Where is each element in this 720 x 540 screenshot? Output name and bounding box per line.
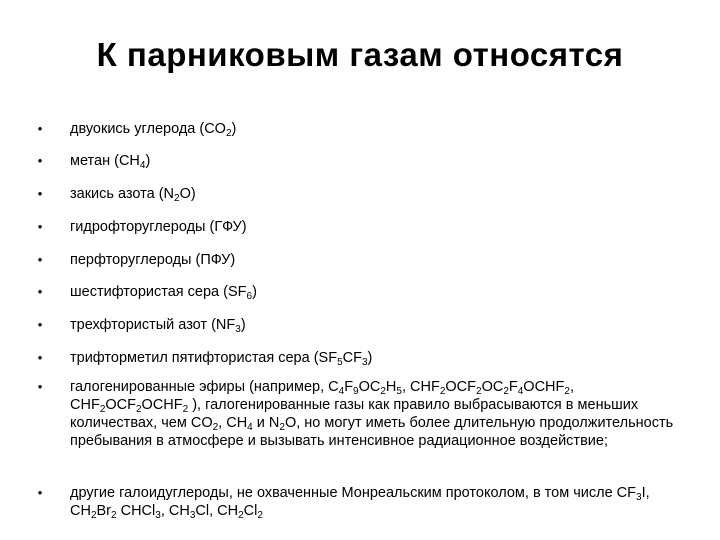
list-item-text — [70, 379, 673, 449]
bullet-icon: • — [37, 485, 43, 500]
text-run: OCHF — [523, 379, 565, 395]
text-run: Cl, CH — [195, 503, 239, 519]
list-item — [34, 152, 684, 170]
text-run: OC — [358, 379, 381, 395]
text-run: F — [344, 379, 354, 395]
text-run: ), галогенированные газы как правило выбрасываются в меньших количествах, чем CO — [70, 397, 639, 431]
list-item-text — [70, 252, 235, 268]
bullet-icon: • — [37, 186, 43, 201]
subscript: 4 — [338, 386, 345, 397]
subscript: 3 — [361, 357, 368, 368]
text-run: I, CH — [70, 485, 650, 519]
subscript: 2 — [279, 422, 285, 433]
list-item — [34, 251, 684, 269]
list-item-text — [70, 219, 247, 235]
subscript: 2 — [503, 386, 509, 397]
text-run: метан (CH — [70, 153, 140, 169]
subscript: 5 — [337, 357, 343, 368]
subscript: 4 — [517, 386, 524, 397]
bullet-icon: • — [37, 284, 43, 299]
list-item-text — [70, 186, 196, 202]
bullet-icon: • — [37, 153, 43, 168]
subscript: 2 — [564, 386, 570, 397]
list-item — [34, 218, 684, 236]
list-item — [34, 283, 684, 301]
text-run: , CH — [160, 503, 190, 519]
text-run: другие галоидуглероды, не охваченные Монреальским протоколом, в том числе CF — [70, 485, 636, 501]
text-run: O, но могут иметь более длительную продолжительность пребывания в атмосфере и вызывать интенсивное радиационное воздействие; — [70, 415, 674, 449]
subscript: 4 — [139, 160, 146, 171]
text-run: трехфтористый азот (NF — [70, 317, 236, 333]
list-item-text — [70, 485, 650, 519]
subscript: 2 — [99, 404, 106, 415]
text-run: и N — [252, 415, 280, 431]
list-item — [34, 120, 684, 138]
subscript: 3 — [235, 324, 241, 335]
text-run: ) — [367, 350, 373, 366]
text-run: , CHF — [70, 379, 574, 413]
text-run: гидрофторуглероды (ГФУ) — [70, 219, 247, 235]
subscript: 6 — [246, 291, 253, 302]
subscript: 2 — [135, 404, 142, 415]
text-run: закись азота (N — [70, 186, 174, 202]
text-run: CHCl — [116, 503, 156, 519]
subscript: 3 — [636, 492, 642, 503]
text-run: OCHF — [141, 397, 183, 413]
text-run: Br — [96, 503, 112, 519]
subscript: 2 — [238, 510, 244, 521]
text-run: перфторуглероды (ПФУ) — [70, 252, 236, 268]
subscript: 2 — [476, 386, 482, 397]
text-run: OCF — [445, 379, 476, 395]
subscript: 2 — [439, 386, 446, 397]
bullet-icon: • — [37, 252, 43, 267]
list-item-text — [70, 121, 236, 137]
subscript: 2 — [90, 510, 97, 521]
subscript: 3 — [155, 510, 161, 521]
text-run: , CH — [218, 415, 248, 431]
list-item — [34, 349, 684, 367]
bullet-icon: • — [37, 121, 43, 136]
text-run: ) — [145, 153, 151, 169]
text-run: CF — [342, 350, 362, 366]
list-item — [34, 316, 684, 334]
list-item — [34, 185, 684, 203]
text-run: трифторметил пятифтористая сера (SF — [70, 350, 338, 366]
list-item-text — [70, 284, 257, 300]
text-run: Cl — [243, 503, 258, 519]
bullet-icon: • — [37, 317, 43, 332]
subscript: 2 — [257, 510, 263, 521]
text-run: двуокись углерода (CO — [70, 121, 226, 137]
subscript: 9 — [353, 386, 359, 397]
text-run: H — [385, 379, 397, 395]
subscript: 2 — [380, 386, 386, 397]
list-item — [34, 378, 684, 450]
subscript: 4 — [247, 422, 253, 433]
subscript: 3 — [189, 510, 196, 521]
subscript: 5 — [396, 386, 402, 397]
list-item-text — [70, 350, 372, 366]
text-run: ) — [252, 284, 257, 300]
subscript: 2 — [212, 422, 219, 433]
text-run: , CHF — [401, 379, 440, 395]
text-run: F — [508, 379, 518, 395]
list-item-text — [70, 153, 150, 169]
bullet-icon: • — [37, 219, 43, 234]
list-item-text — [70, 317, 246, 333]
subscript: 2 — [182, 404, 189, 415]
bullet-icon: • — [37, 350, 43, 365]
subscript: 2 — [174, 193, 180, 204]
slide-title: К парниковым газам относятся — [96, 36, 624, 73]
subscript: 2 — [111, 510, 117, 521]
list-item — [34, 484, 684, 520]
text-run: ) — [231, 121, 237, 137]
subscript: 2 — [225, 128, 232, 139]
bullet-icon: • — [37, 379, 43, 394]
text-run: O) — [179, 186, 196, 202]
text-run: шестифтористая сера (SF — [70, 284, 247, 300]
text-run: OC — [481, 379, 504, 395]
text-run: OCF — [105, 397, 136, 413]
text-run: ) — [240, 317, 246, 333]
text-run: галогенированные эфиры (например, C — [70, 379, 339, 395]
